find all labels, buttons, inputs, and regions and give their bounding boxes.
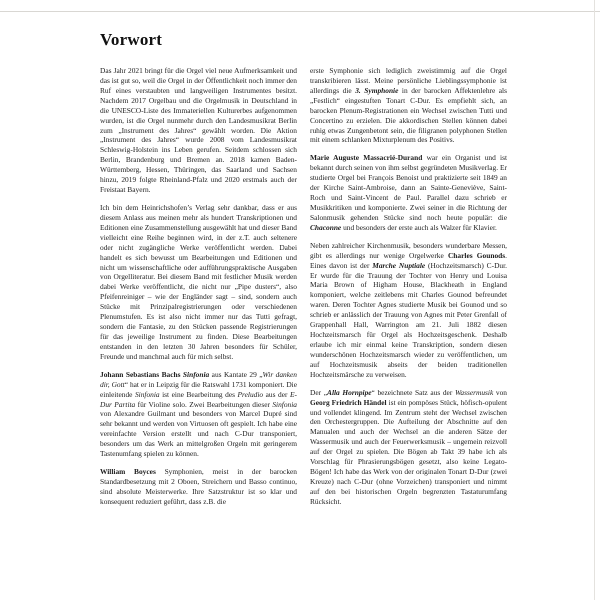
text-segment: Georg Friedrich Händel [310,397,387,407]
text-segment: Neben zahlreicher Kirchenmusik, besonders wunderbare Messen, gibt es allerdings nur wenige Orgelwerke [310,240,507,260]
text-segment: und besonders der erste auch als Walzer für Klavier. [341,222,497,232]
text-segment: war ein Organist und ist bekannt durch seinen von ihm selbst gegründeten Musikverlag. Er studierte Orgel bei François Benoist und praktizierte seit 1849 an der Kirche Saint-Ambroise, dann an Sainte-Geneviève, Saint-Roch und Saint-Vincent de Paul. Parallel dazu schrieb er Musikkritiken und komponierte. Zwei seiner in die Richtung der Salonmusik gehenden Stücke sind noch heute populär: die [310,153,508,222]
text-segment: aus der [263,389,290,399]
text-segment: aus Kantate 29 „ [209,369,263,379]
page-content [100,30,507,507]
left-column [100,66,297,507]
text-segment: ist eine Bearbeitung des [159,389,238,399]
paragraph [310,153,507,232]
text-segment: Sinfonia [182,369,210,379]
text-segment: erste Symphonie sich lediglich zweistimmig auf die Orgel transkribieren lässt. Meine persönliche Lieblingssymphonie ist allerdings die [310,66,507,95]
paragraph [310,388,507,507]
text-segment: für Violine solo. Zwei Bearbeitungen dieser [135,399,273,409]
text-segment: 3. Symphonie [355,85,399,95]
text-segment: E-Dur Partita [100,389,297,409]
text-segment: Johann Sebastians Bachs [100,369,183,379]
paragraph [310,66,507,145]
text-segment: Sinfonia [134,389,160,399]
text-segment: “ bezeichnete Satz aus der [371,387,455,397]
text-segment: William Boyces [100,467,156,477]
text-segment: Der „ [310,387,328,397]
text-segment: Chaconne [310,222,342,232]
text-segment: Wir danken dir, Gott [100,369,297,389]
scan-edge-top-line [0,11,600,12]
text-segment: Marie Auguste Massacrié-Durand [310,153,423,163]
text-segment: Das Jahr 2021 bringt für die Orgel viel neue Aufmerksamkeit und das ist gut so, weil die Orgel in der Öffentlichkeit noch immer den Ruf eines verstaubten und langweiligen Instrumentes besitzt. Nachdem 2017 Orgelbau und die Orgelmusik in Deutschland in die UNESCO-Liste des Immateriellen Kulturerbes aufgenommen wurden, ist die Orgel nunmehr durch den Landesmusikrat Berlin zum „Instrument des Jahres“ gewählt worden. Die Aktion „Instrument des Jahres“ wurde 2008 vom Landesmusikrat Schleswig-Holstein ins Leben gerufen. Seitdem schlossen sich Berlin, Brandenburg und Bremen an. 2018 kamen Baden-Württemberg, Hessen, Thüringen, das Saarland und Sachsen hinzu, 2019 folgte Rheinland-Pfalz und 2020 erstmals auch der Freistaat Bayern. [100,66,297,195]
text-columns [100,66,507,507]
text-segment: ist ein pompöses Stück, höfisch-opulent und vollendet klingend. Im Zentrum steht der Wechsel zwischen den Orchestergruppen. Die Aufteilung der Abschnitte auf den Manualen und auch der Wechsel an die anderen Sätze der Wassermusik und auch der Feuerwerksmusik – ungemein reizvoll auf der Orgel zu spielen. Die Bögen ab Takt 39 habe ich als Vorschlag für Phrasierungsbögen gesetzt, also keine Legato-Bögen! Ich habe das Werk von der originalen Tonart D-Dur (zwei Kreuze) nach C-Dur (ohne Vorzeichen) transponiert und nimmt auf den bei historischen Orgeln begrenzten Tastaturumfang Rücksicht. [310,397,507,506]
text-segment: von [493,387,507,397]
text-segment: Alla Hornpipe [327,387,372,397]
text-segment: von Alexandre Guilmant und besonders von Marcel Dupré sind sehr bekannt und werden von Virtuosen oft gespielt. Ich habe eine vereinfachte Version erstellt und nach C-Dur transponiert, besonders um das Werk an mittelgroßen Orgeln mit geringerem Tastenumfang spielen zu können. [100,409,297,459]
text-segment: Ich bin dem Heinrichshofen’s Verlag sehr dankbar, dass er aus diesem Anlass aus meinen mehr als hundert Transkriptionen und Editionen eine Zusammenstellung ausgewählt hat und dieser Band vielleicht eine Reihe beginnen wird, in der z.T. auch seltenere oder nicht zugängliche Werke veröffentlicht werden. Dabei handelt es sich bewusst um Bearbeitungen und Editionen und nicht um wissenschaftliche oder aufführungspraktische Ausgaben von Orgelliteratur. Bei diesem Band mit festlicher Musik werden dabei Werke veröffentlicht, die nicht nur „Pipe dusters“, also Pfeifenreiniger – wie der Engländer sagt – sind, sondern auch Stücke mit Prinzipalregistrierungen oder verschiedenen Plenumstufen. Es ist also nicht immer nur das Tutti gefragt, sondern die Fantasie, zu den Stücken passende Registrierungen für das jeweilige Instrument zu finden. Diese Bearbeitungen entstanden in den letzten 30 Jahren besonders für Schüler, Freunde und manchmal auch für mich selbst. [100,202,297,361]
text-segment: “ hat er in Leipzig für die Ratswahl 1731 komponiert. Die einleitende [100,379,298,399]
right-column [310,66,507,507]
page-title: Vorwort [100,30,163,49]
text-segment: Preludio [237,389,264,399]
text-segment: in der barocken Affektenlehre als „Festlich“ eingestuften Tonart C-Dur. Es empfiehlt sich, an barocken Plenum-Registrationen ein Wechsel zwischen Tutti und Concertino zu erzielen. Die akkordischen Stellen können dabei ruhig etwas Zungenbetont sein, die filigranen polyphonen Stellen mit einem schlanken Mixturplenum des Positivs. [310,85,507,145]
text-segment: (Hochzeitsmarsch) C-Dur. Er wurde für die Trauung der Tochter von Henry und Louisa Maria Brown of Higham House, Blackheath in England komponiert, welche zeitlebens mit Charles Gounod befreundet waren. Deren Tochter Agnes studierte Musik bei Gounod und so schrieb er anlässlich der Trauung von Agnes mit Peter Grenfall of Grappenhall Hall, Warrington am 21. Juli 1882 diesen Hochzeitsmarsch für Orgel als Hochzeitsgeschenk. Deshalb erlaube ich mir einmal keine Transkription, sondern diesen wunderschönen Hochzeitsmarsch wieder zu veröffentlichen, um auf Hochzeitsmusik abseits der beiden traditionellen Hochzeitsmärsche zu verweisen. [310,260,507,379]
scan-edge-right-line [594,0,595,600]
text-segment: . Eines davon ist der [310,250,508,270]
text-segment: Wassermusik [454,387,494,397]
paragraph [310,241,507,380]
paragraph [100,467,297,507]
text-segment: Sinfonia [272,399,297,409]
paragraph [100,203,297,362]
paragraph [100,370,297,459]
text-segment: Marche Nuptiale [372,260,426,270]
text-segment: Charles Gounods [447,250,506,260]
text-segment: Symphonien, meist in der barocken Standardbesetzung mit 2 Oboen, Streichern und Basso continuo, sind absolute Meisterwerke. Ihre Satzstruktur ist so klar und konsequent reduziert geführt, dass z.B. die [100,467,297,506]
paragraph [100,66,297,195]
